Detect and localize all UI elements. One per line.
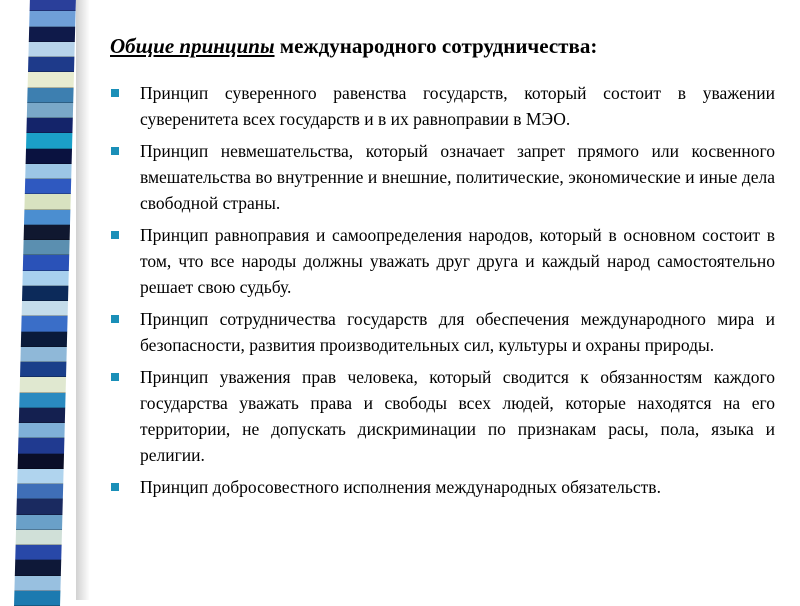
square-bullet-icon: [111, 315, 119, 323]
list-item: [108, 474, 775, 500]
stripe-segment: [20, 362, 66, 377]
stripe-segment: [29, 11, 75, 26]
stripe-segment: [18, 438, 64, 453]
stripe-segment: [21, 332, 67, 347]
stripe-segment: [18, 454, 64, 469]
stripe-segment: [16, 530, 62, 545]
stripe-segment: [16, 499, 62, 514]
stripe-segment: [17, 469, 63, 484]
list-item-text: Принцип добросовестного исполнения международных обязательств.: [140, 477, 661, 497]
stripe-segment: [19, 408, 65, 423]
title-italic-part: Общие принципы: [110, 34, 275, 58]
stripe-segment: [25, 164, 71, 179]
stripe-segment: [15, 545, 61, 560]
stripe-segment: [24, 225, 70, 240]
stripe-segment: [28, 42, 74, 57]
list-item-text: Принцип невмешательства, который означает запрет прямого или косвенного вмешательства во внутренние и внешние, политические, экономические и иные дела свободной страны.: [140, 141, 775, 213]
stripe-segment: [26, 118, 72, 133]
stripe-segment: [26, 149, 72, 164]
list-item: [108, 138, 775, 216]
stripe-segment: [30, 0, 76, 11]
stripe-segment: [28, 57, 74, 72]
stripe-segment: [20, 347, 66, 362]
list-item-text: Принцип сотрудничества государств для обеспечения международного мира и безопасности, развития производительных сил, культуры и охраны природы.: [140, 309, 775, 355]
stripe-segment: [21, 316, 67, 331]
square-bullet-icon: [111, 373, 119, 381]
stripe-segment: [27, 88, 73, 103]
decorative-stripe-bar: [14, 0, 76, 606]
stripe-segment: [14, 576, 60, 591]
stripe-segment: [27, 103, 73, 118]
title-rest-part: международного сотрудничества:: [274, 34, 598, 58]
stripe-segment: [28, 72, 74, 87]
stripe-segment: [16, 515, 62, 530]
stripe-segment: [24, 194, 70, 209]
principles-list: [108, 80, 775, 506]
stripe-shadow: [76, 0, 90, 600]
list-item-text: Принцип суверенного равенства государств, который состоит в уважении суверенитета всех государств и в их равноправии в МЭО.: [140, 83, 775, 129]
list-item: [108, 364, 775, 468]
stripe-segment: [26, 133, 72, 148]
stripe-segment: [22, 271, 68, 286]
stripe-segment: [24, 210, 70, 225]
square-bullet-icon: [111, 483, 119, 491]
stripe-segment: [23, 255, 69, 270]
stripe-segment: [29, 27, 75, 42]
square-bullet-icon: [111, 231, 119, 239]
list-item-text: Принцип равноправия и самоопределения народов, который в основном состоит в том, что все народы должны уважать друг друга и каждый народ самостоятельно решает свою судьбу.: [140, 225, 775, 297]
list-item: [108, 306, 775, 358]
list-item: [108, 222, 775, 300]
stripe-segment: [23, 240, 69, 255]
list-item: [108, 80, 775, 132]
stripe-segment: [14, 591, 60, 606]
page-title: [110, 34, 597, 59]
stripe-segment: [17, 484, 63, 499]
list-item-text: Принцип уважения прав человека, который сводится к обязанностям каждого государства уважать права и свободы всех людей, которые находятся на его территории, не допускать дискриминации по признакам расы, пола, языка и религии.: [140, 367, 775, 465]
square-bullet-icon: [111, 147, 119, 155]
stripe-segment: [22, 301, 68, 316]
stripe-segment: [18, 423, 64, 438]
square-bullet-icon: [111, 89, 119, 97]
stripe-segment: [20, 377, 66, 392]
stripe-segment: [22, 286, 68, 301]
stripe-segment: [19, 393, 65, 408]
stripe-segment: [15, 560, 61, 575]
stripe-segment: [25, 179, 71, 194]
